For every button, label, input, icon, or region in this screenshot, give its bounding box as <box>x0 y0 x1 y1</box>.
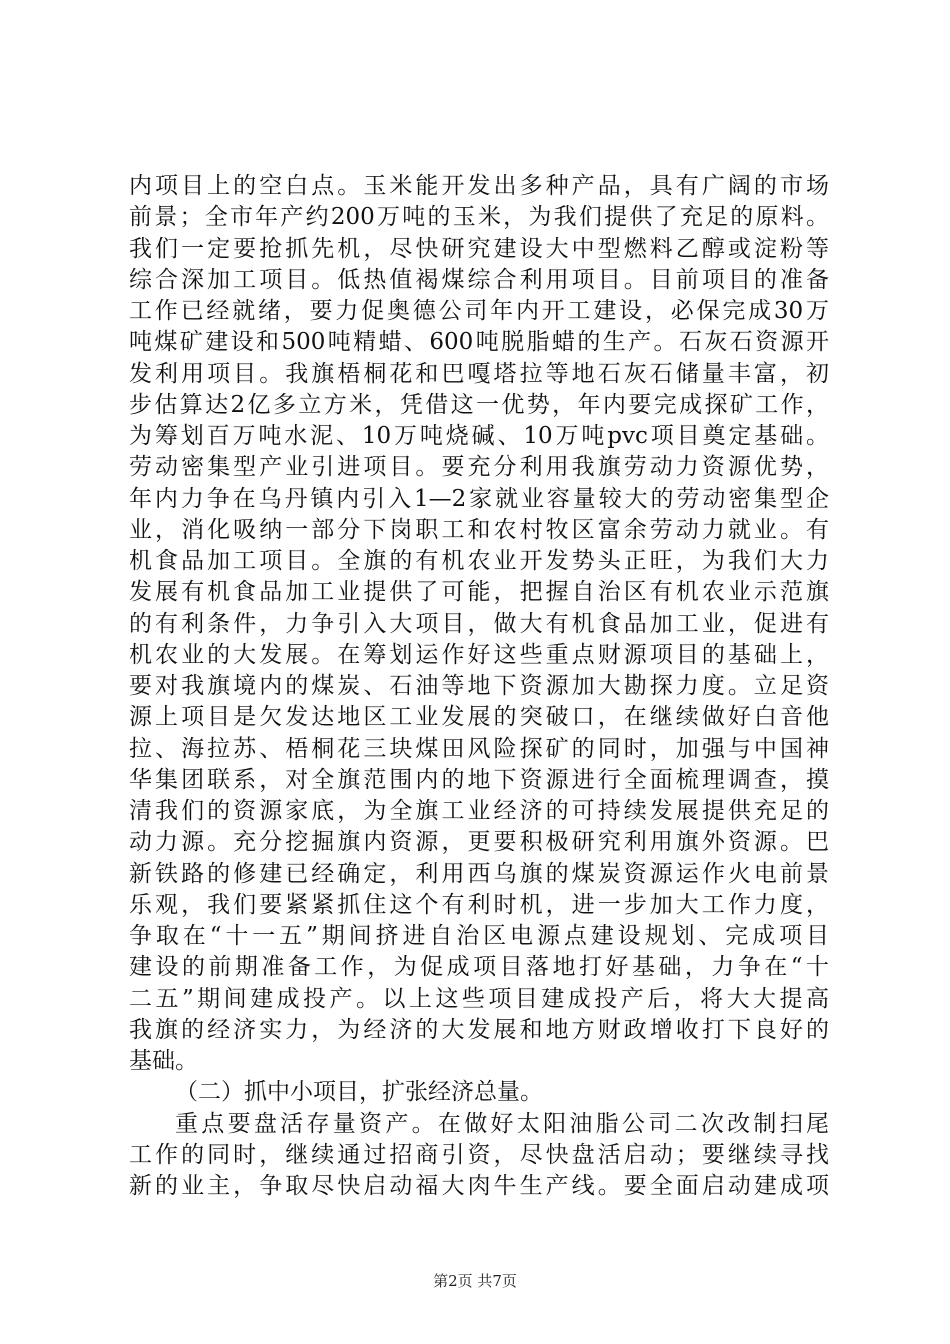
text-line: 清我们的资源家底，为全旗工业经济的可持续发展提供充足的 <box>129 798 829 824</box>
text-line: 拉、海拉苏、梧桐花三块煤田风险探矿的同时，加强与中国神 <box>129 735 829 762</box>
text-line: 业，消化吸纳一部分下岗职工和农村牧区富余劳动力就业。有 <box>129 516 829 543</box>
text-line: 要对我旗境内的煤炭、石油等地下资源加大勘探力度。立足资 <box>129 673 829 699</box>
text-line: 重点要盘活存量资产。在做好太阳油脂公司二次改制扫尾 <box>175 1110 829 1137</box>
text-line: 内项目上的空白点。玉米能开发出多种产品，具有广阔的市场 <box>129 173 829 199</box>
text-line: 综合深加工项目。低热值褐煤综合利用项目。目前项目的准备 <box>129 266 829 293</box>
text-line: 工作已经就绪，要力促奥德公司年内开工建设，必保完成30万 <box>129 298 829 324</box>
text-line: 动力源。充分挖掘旗内资源，更要积极研究利用旗外资源。巴 <box>129 829 829 856</box>
text-line: 劳动密集型产业引进项目。要充分利用我旗劳动力资源优势， <box>129 454 829 481</box>
text-line: 机农业的大发展。在筹划运作好这些重点财源项目的基础上， <box>129 641 829 668</box>
text-line: 新铁路的修建已经确定，利用西乌旗的煤炭资源运作火电前景 <box>129 860 829 887</box>
text-line: 乐观，我们要紧紧抓住这个有利时机，进一步加大工作力度， <box>129 891 829 918</box>
text-line: 的有利条件，力争引入大项目，做大有机食品加工业，促进有 <box>129 610 829 637</box>
section-heading: （二）抓中小项目，扩张经济总量。 <box>175 1079 543 1106</box>
text-line: 年内力争在乌丹镇内引入1—2家就业容量较大的劳动密集型企 <box>129 485 829 512</box>
text-line: 步估算达2亿多立方米，凭借这一优势，年内要完成探矿工作， <box>129 391 829 418</box>
text-line: 新的业主，争取尽快启动福大肉牛生产线。要全面启动建成项 <box>129 1173 829 1199</box>
text-line: 吨煤矿建设和500吨精蜡、600吨脱脂蜡的生产。石灰石资源开 <box>129 329 829 356</box>
text-line: 我们一定要抢抓先机，尽快研究建设大中型燃料乙醇或淀粉等 <box>129 235 829 262</box>
text-line: 源上项目是欠发达地区工业发展的突破口，在继续做好白音他 <box>129 704 829 731</box>
text-line: 建设的前期准备工作，为促成项目落地打好基础，力争在“十 <box>129 954 829 981</box>
text-line: 为筹划百万吨水泥、10万吨烧碱、10万吨pvc项目奠定基础。 <box>129 423 829 449</box>
text-line: 工作的同时，继续通过招商引资，尽快盘活启动；要继续寻找 <box>129 1141 829 1168</box>
text-line: 发展有机食品加工业提供了可能，把握自治区有机农业示范旗 <box>129 579 829 606</box>
text-line: 发利用项目。我旗梧桐花和巴嘎塔拉等地石灰石储量丰富，初 <box>129 360 829 387</box>
text-line: 基础。 <box>129 1048 198 1074</box>
text-line: 前景；全市年产约200万吨的玉米，为我们提供了充足的原料。 <box>129 204 829 231</box>
text-line: 华集团联系，对全旗范围内的地下资源进行全面梳理调查，摸 <box>129 766 829 793</box>
text-line: 二五”期间建成投产。以上这些项目建成投产后，将大大提高 <box>129 985 829 1012</box>
page-footer: 第2页 共7页 <box>433 1272 517 1290</box>
text-line: 争取在“十一五”期间挤进自治区电源点建设规划、完成项目 <box>129 923 829 949</box>
body-text <box>129 171 829 1202</box>
text-line: 我旗的经济实力，为经济的大发展和地方财政增收打下良好的 <box>129 1016 829 1043</box>
text-line: 机食品加工项目。全旗的有机农业开发势头正旺，为我们大力 <box>129 548 829 574</box>
